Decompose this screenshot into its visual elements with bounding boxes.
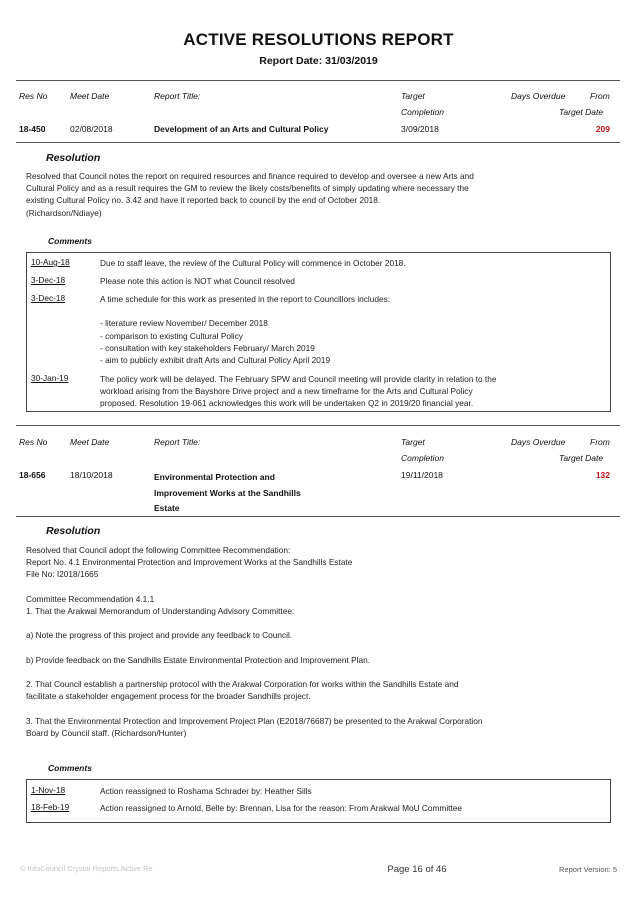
comment-text: Please note this action is NOT what Council resolved (100, 276, 295, 286)
resolution-heading: Resolution (46, 525, 101, 537)
meet-date: 02/08/2018 (70, 124, 113, 134)
col-report-title: Report Title: (154, 437, 201, 447)
report-title-value: Development of an Arts and Cultural Policy (154, 124, 329, 134)
col-target-date: Target Date (559, 453, 604, 463)
comments-heading: Comments (48, 236, 92, 246)
col-meet-date: Meet Date (70, 91, 110, 101)
col-target: Target (401, 437, 425, 447)
comment-text: Action reassigned to Arnold, Belle by: Brennan, Lisa for the reason: From Arakwal MoU Committee (100, 803, 463, 813)
report-title-value: Environmental Protection and Improvement Works at the Sandhills Estate (154, 472, 301, 513)
report-title: ACTIVE RESOLUTIONS REPORT (183, 30, 454, 49)
comment-text: The policy work will be delayed. The February SPW and Council meeting will provide clarity in relation to the workload arising from the Bayshore Drive project and a new timeframe for the Arts and Cultural Policy proposed. Resolution 19-061 acknowledges this work will be undertaken Q2 in 2019/20 financial year. (100, 374, 497, 409)
comment-text: A time schedule for this work as presented in the report to Councillors includes: - literature review November/ December 2018 - comparison to existing Cultural Policy - consultation with key stakeholders February/ March 2019 - aim to publicly exhibit draft Arts and Cultural Policy April 2019 (100, 294, 391, 365)
col-days-overdue: Days Overdue (511, 437, 566, 447)
res-no: 18-450 (19, 124, 46, 134)
report-date: Report Date: 31/03/2019 (259, 55, 378, 67)
footer-source: © InfoCouncil Crystal Reports Active Re (20, 864, 153, 873)
meet-date: 18/10/2018 (70, 470, 113, 480)
resolution-text: Resolved that Council notes the report on required resources and finance required to develop and oversee a new Arts and Cultural Policy and as a result requires the GM to review the likely costs/benefits of simply updating where necessary the existing Cultural Policy no. 3.42 and have it reported back to council by the end of October 2018. (Richardson/Ndiaye) (26, 171, 474, 218)
col-target-date: Target Date (559, 107, 604, 117)
comment-date: 30-Jan-19 (31, 373, 69, 383)
col-target: Target (401, 91, 425, 101)
comment-text: Action reassigned to Roshama Schrader by: Heather Sills (100, 786, 312, 796)
resolution-text: Resolved that Council adopt the following Committee Recommendation: Report No. 4.1 Environmental Protection and Improvement Works at the Sandhills Estate File No: I2018/1665 Committee Recommendation 4.1.1 1. That the Arakwal Memorandum of Understanding Advisory Committee: a) Note the progress of this project and provide any feedback to Council. b) Provide feedback on the Sandhills Estate Environmental Protection and Improvement Plan. 2. That Council establish a partnership protocol with the Arakwal Corporation for works within the Sandhills Estate and facilitate a stakeholder engagement process for the broader Sandhills project. 3. That the Environmental Protection and Improvement Project Plan (E2018/76687) be presented to the Arakwal Corporation Board by Council staff. (Richardson/Hunter) (26, 545, 483, 738)
divider (16, 516, 620, 517)
comment-date: 18-Feb-19 (31, 802, 70, 812)
col-from: From (590, 437, 610, 447)
divider (16, 142, 620, 143)
col-completion: Completion (401, 453, 444, 463)
comment-date: 3-Dec-18 (31, 293, 66, 303)
days-overdue: 132 (595, 470, 610, 480)
resolution-heading: Resolution (46, 152, 101, 164)
col-from: From (590, 91, 610, 101)
col-res-no: Res No (19, 437, 48, 447)
target-completion: 3/09/2018 (401, 124, 439, 134)
comment-date: 1-Nov-18 (31, 785, 66, 795)
report-version: Report Version: 5 (559, 865, 617, 874)
divider (16, 80, 620, 81)
res-no: 18-656 (19, 470, 46, 480)
days-overdue: 209 (595, 124, 610, 134)
comments-heading: Comments (48, 763, 92, 773)
col-meet-date: Meet Date (70, 437, 110, 447)
comment-date: 3-Dec-18 (31, 275, 66, 285)
divider (16, 425, 620, 426)
col-days-overdue: Days Overdue (511, 91, 566, 101)
col-completion: Completion (401, 107, 444, 117)
comment-text: Due to staff leave, the review of the Cultural Policy will commence in October 2018. (100, 258, 406, 268)
target-completion: 19/11/2018 (401, 470, 443, 480)
comment-date: 10-Aug-18 (31, 257, 70, 267)
col-res-no: Res No (19, 91, 48, 101)
page-number: Page 16 of 46 (387, 864, 447, 875)
col-report-title: Report Title: (154, 91, 201, 101)
